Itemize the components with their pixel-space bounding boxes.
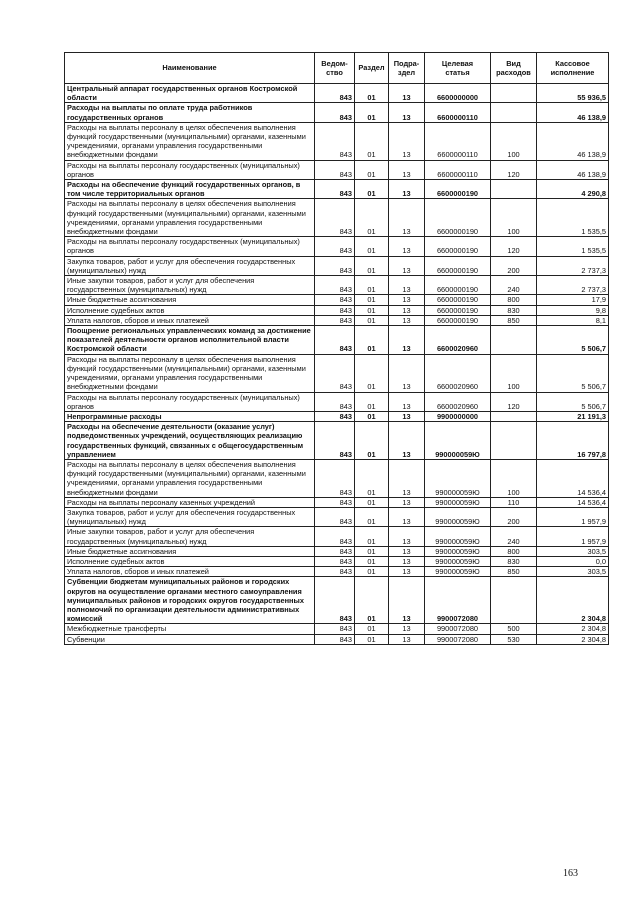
- row-amount-cell: 16 797,8: [537, 422, 609, 460]
- row-name-cell: Расходы на выплаты персоналу государственных (муниципальных) органов: [65, 237, 315, 256]
- row-subsection-cell: 13: [389, 459, 425, 497]
- row-expense-cell: 830: [491, 305, 537, 315]
- row-target-cell: 990000059Ю: [425, 459, 491, 497]
- row-name-cell: Уплата налогов, сборов и иных платежей: [65, 315, 315, 325]
- row-name-cell: Расходы на обеспечение функций государственных органов, в том числе территориальных органов: [65, 180, 315, 199]
- row-section-cell: 01: [355, 199, 389, 237]
- row-amount-cell: 1 535,5: [537, 199, 609, 237]
- row-dept-cell: 843: [315, 237, 355, 256]
- row-amount-cell: 1 957,9: [537, 527, 609, 546]
- row-subsection-cell: 13: [389, 546, 425, 556]
- row-amount-cell: 21 191,3: [537, 411, 609, 421]
- row-subsection-cell: 13: [389, 84, 425, 103]
- header-amount: Кассовое исполнение: [537, 53, 609, 84]
- row-amount-cell: 9,8: [537, 305, 609, 315]
- row-name-cell: Расходы на выплаты персоналу в целях обеспечения выполнения функций государственными (муниципальными) органами, казенными учреждениями, органами управления государственными внебюджетными фондами: [65, 354, 315, 392]
- row-target-cell: 990000059Ю: [425, 567, 491, 577]
- row-dept-cell: 843: [315, 577, 355, 624]
- row-section-cell: 01: [355, 577, 389, 624]
- row-dept-cell: 843: [315, 634, 355, 644]
- row-expense-cell: 800: [491, 295, 537, 305]
- row-section-cell: 01: [355, 497, 389, 507]
- row-amount-cell: 2 737,3: [537, 256, 609, 275]
- row-section-cell: 01: [355, 546, 389, 556]
- row-subsection-cell: 13: [389, 507, 425, 526]
- header-expense: Вид расходов: [491, 53, 537, 84]
- row-amount-cell: 5 506,7: [537, 392, 609, 411]
- row-target-cell: 9900000000: [425, 411, 491, 421]
- row-subsection-cell: 13: [389, 411, 425, 421]
- row-dept-cell: 843: [315, 459, 355, 497]
- row-dept-cell: 843: [315, 199, 355, 237]
- row-subsection-cell: 13: [389, 315, 425, 325]
- table-row: [65, 354, 609, 392]
- row-subsection-cell: 13: [389, 527, 425, 546]
- row-expense-cell: [491, 411, 537, 421]
- row-expense-cell: [491, 84, 537, 103]
- row-expense-cell: 850: [491, 567, 537, 577]
- row-target-cell: 6600000190: [425, 199, 491, 237]
- header-section: Раздел: [355, 53, 389, 84]
- row-section-cell: 01: [355, 354, 389, 392]
- row-dept-cell: 843: [315, 256, 355, 275]
- table-row: [65, 315, 609, 325]
- row-dept-cell: 843: [315, 546, 355, 556]
- row-amount-cell: 46 138,9: [537, 122, 609, 160]
- row-target-cell: 6600020960: [425, 392, 491, 411]
- row-expense-cell: 120: [491, 237, 537, 256]
- row-dept-cell: 843: [315, 84, 355, 103]
- row-dept-cell: 843: [315, 392, 355, 411]
- row-dept-cell: 843: [315, 527, 355, 546]
- row-target-cell: 6600000110: [425, 103, 491, 122]
- row-target-cell: 990000059Ю: [425, 527, 491, 546]
- row-section-cell: 01: [355, 624, 389, 634]
- row-amount-cell: 303,5: [537, 546, 609, 556]
- row-target-cell: 6600000190: [425, 276, 491, 295]
- row-section-cell: 01: [355, 276, 389, 295]
- row-dept-cell: 843: [315, 315, 355, 325]
- row-amount-cell: 2 737,3: [537, 276, 609, 295]
- row-name-cell: Расходы на выплаты персоналу в целях обеспечения выполнения функций государственными (муниципальными) органами, казенными учреждениями, органами управления государственными внебюджетными фондами: [65, 459, 315, 497]
- row-target-cell: 6600000000: [425, 84, 491, 103]
- table-row: [65, 546, 609, 556]
- row-subsection-cell: 13: [389, 497, 425, 507]
- table-row: [65, 305, 609, 315]
- table-row: [65, 199, 609, 237]
- row-name-cell: Непрограммные расходы: [65, 411, 315, 421]
- row-subsection-cell: 13: [389, 122, 425, 160]
- row-section-cell: 01: [355, 122, 389, 160]
- table-row: [65, 422, 609, 460]
- row-name-cell: Расходы на выплаты персоналу в целях обеспечения выполнения функций государственными (муниципальными) органами, казенными учреждениями, органами управления государственными внебюджетными фондами: [65, 199, 315, 237]
- row-subsection-cell: 13: [389, 199, 425, 237]
- table-row: [65, 567, 609, 577]
- row-amount-cell: 14 536,4: [537, 459, 609, 497]
- row-dept-cell: 843: [315, 122, 355, 160]
- row-section-cell: 01: [355, 567, 389, 577]
- row-name-cell: Субвенции бюджетам муниципальных районов и городских округов на осуществление органами местного самоуправления муниципальных районов и городских округов государственных полномочий по организации деятельности административных комиссий: [65, 577, 315, 624]
- row-name-cell: Поощрение региональных управленческих команд за достижение показателей деятельности органов исполнительной власти Костромской области: [65, 326, 315, 355]
- row-section-cell: 01: [355, 180, 389, 199]
- row-subsection-cell: 13: [389, 392, 425, 411]
- row-subsection-cell: 13: [389, 624, 425, 634]
- row-section-cell: 01: [355, 315, 389, 325]
- row-target-cell: 990000059Ю: [425, 556, 491, 566]
- budget-sheet: [64, 52, 608, 645]
- row-amount-cell: 14 536,4: [537, 497, 609, 507]
- table-row: [65, 237, 609, 256]
- row-expense-cell: 100: [491, 199, 537, 237]
- row-target-cell: 6600000110: [425, 122, 491, 160]
- row-name-cell: Расходы на выплаты персоналу государственных (муниципальных) органов: [65, 392, 315, 411]
- row-name-cell: Субвенции: [65, 634, 315, 644]
- table-row: [65, 160, 609, 179]
- row-dept-cell: 843: [315, 276, 355, 295]
- row-amount-cell: 8,1: [537, 315, 609, 325]
- row-expense-cell: 120: [491, 392, 537, 411]
- table-row: [65, 392, 609, 411]
- row-target-cell: 6600020960: [425, 326, 491, 355]
- row-target-cell: 9900072080: [425, 634, 491, 644]
- row-subsection-cell: 13: [389, 577, 425, 624]
- row-subsection-cell: 13: [389, 354, 425, 392]
- row-amount-cell: 17,9: [537, 295, 609, 305]
- row-name-cell: Расходы на обеспечение деятельности (оказание услуг) подведомственных учреждений, осуществляющих реализацию государственных функций, связанных с общегосударственным управлением: [65, 422, 315, 460]
- row-expense-cell: 100: [491, 354, 537, 392]
- table-row: [65, 84, 609, 103]
- table-row: [65, 624, 609, 634]
- row-expense-cell: 200: [491, 507, 537, 526]
- row-dept-cell: 843: [315, 160, 355, 179]
- row-name-cell: Расходы на выплаты персоналу государственных (муниципальных) органов: [65, 160, 315, 179]
- row-section-cell: 01: [355, 326, 389, 355]
- row-section-cell: 01: [355, 459, 389, 497]
- row-section-cell: 01: [355, 411, 389, 421]
- row-section-cell: 01: [355, 634, 389, 644]
- table-row: [65, 103, 609, 122]
- row-subsection-cell: 13: [389, 326, 425, 355]
- row-amount-cell: 5 506,7: [537, 354, 609, 392]
- row-amount-cell: 303,5: [537, 567, 609, 577]
- row-expense-cell: [491, 180, 537, 199]
- row-target-cell: 6600000190: [425, 295, 491, 305]
- row-subsection-cell: 13: [389, 422, 425, 460]
- row-subsection-cell: 13: [389, 103, 425, 122]
- row-subsection-cell: 13: [389, 295, 425, 305]
- table-row: [65, 122, 609, 160]
- budget-table: [64, 52, 609, 645]
- row-expense-cell: 120: [491, 160, 537, 179]
- row-target-cell: 990000059Ю: [425, 507, 491, 526]
- row-amount-cell: 55 936,5: [537, 84, 609, 103]
- table-row: [65, 577, 609, 624]
- table-row: [65, 497, 609, 507]
- row-section-cell: 01: [355, 84, 389, 103]
- row-amount-cell: 46 138,9: [537, 160, 609, 179]
- header-dept: Ведом- ство: [315, 53, 355, 84]
- row-section-cell: 01: [355, 295, 389, 305]
- table-row: [65, 527, 609, 546]
- row-section-cell: 01: [355, 305, 389, 315]
- row-dept-cell: 843: [315, 180, 355, 199]
- table-row: [65, 256, 609, 275]
- row-subsection-cell: 13: [389, 180, 425, 199]
- table-row: [65, 634, 609, 644]
- row-section-cell: 01: [355, 160, 389, 179]
- header-subsection: Подра- здел: [389, 53, 425, 84]
- header-target: Целевая статья: [425, 53, 491, 84]
- page-number: 163: [563, 868, 578, 879]
- table-row: [65, 507, 609, 526]
- row-dept-cell: 843: [315, 326, 355, 355]
- row-name-cell: Исполнение судебных актов: [65, 556, 315, 566]
- row-target-cell: 990000059Ю: [425, 422, 491, 460]
- row-expense-cell: 100: [491, 459, 537, 497]
- row-expense-cell: 530: [491, 634, 537, 644]
- row-dept-cell: 843: [315, 507, 355, 526]
- row-name-cell: Иные бюджетные ассигнования: [65, 295, 315, 305]
- header-name: Наименование: [65, 53, 315, 84]
- row-dept-cell: 843: [315, 422, 355, 460]
- row-name-cell: Уплата налогов, сборов и иных платежей: [65, 567, 315, 577]
- row-target-cell: 990000059Ю: [425, 497, 491, 507]
- row-subsection-cell: 13: [389, 237, 425, 256]
- row-dept-cell: 843: [315, 497, 355, 507]
- table-row: [65, 295, 609, 305]
- row-target-cell: 6600000110: [425, 160, 491, 179]
- table-row: [65, 326, 609, 355]
- row-section-cell: 01: [355, 103, 389, 122]
- row-dept-cell: 843: [315, 567, 355, 577]
- row-dept-cell: 843: [315, 411, 355, 421]
- row-section-cell: 01: [355, 507, 389, 526]
- row-amount-cell: 1 957,9: [537, 507, 609, 526]
- row-expense-cell: 830: [491, 556, 537, 566]
- table-body: [65, 84, 609, 645]
- row-expense-cell: 200: [491, 256, 537, 275]
- row-dept-cell: 843: [315, 354, 355, 392]
- row-name-cell: Иные закупки товаров, работ и услуг для обеспечения государственных (муниципальных) нужд: [65, 276, 315, 295]
- row-section-cell: 01: [355, 256, 389, 275]
- row-amount-cell: 5 506,7: [537, 326, 609, 355]
- row-subsection-cell: 13: [389, 567, 425, 577]
- row-section-cell: 01: [355, 392, 389, 411]
- row-section-cell: 01: [355, 237, 389, 256]
- row-expense-cell: [491, 422, 537, 460]
- row-expense-cell: [491, 577, 537, 624]
- row-amount-cell: 4 290,8: [537, 180, 609, 199]
- row-subsection-cell: 13: [389, 276, 425, 295]
- row-target-cell: 6600000190: [425, 256, 491, 275]
- row-subsection-cell: 13: [389, 634, 425, 644]
- row-amount-cell: 2 304,8: [537, 624, 609, 634]
- row-name-cell: Исполнение судебных актов: [65, 305, 315, 315]
- row-expense-cell: 100: [491, 122, 537, 160]
- row-name-cell: Закупка товаров, работ и услуг для обеспечения государственных (муниципальных) нужд: [65, 256, 315, 275]
- row-target-cell: 6600000190: [425, 305, 491, 315]
- row-name-cell: Межбюджетные трансферты: [65, 624, 315, 634]
- table-row: [65, 459, 609, 497]
- row-amount-cell: 2 304,8: [537, 577, 609, 624]
- row-dept-cell: 843: [315, 295, 355, 305]
- row-dept-cell: 843: [315, 556, 355, 566]
- row-section-cell: 01: [355, 527, 389, 546]
- row-subsection-cell: 13: [389, 556, 425, 566]
- row-expense-cell: [491, 103, 537, 122]
- row-dept-cell: 843: [315, 624, 355, 634]
- table-row: [65, 180, 609, 199]
- row-target-cell: 6600000190: [425, 315, 491, 325]
- row-amount-cell: 1 535,5: [537, 237, 609, 256]
- row-name-cell: Расходы на выплаты персоналу в целях обеспечения выполнения функций государственными (муниципальными) органами, казенными учреждениями, органами управления государственными внебюджетными фондами: [65, 122, 315, 160]
- row-expense-cell: [491, 326, 537, 355]
- row-expense-cell: 240: [491, 276, 537, 295]
- row-expense-cell: 240: [491, 527, 537, 546]
- row-section-cell: 01: [355, 422, 389, 460]
- row-dept-cell: 843: [315, 103, 355, 122]
- row-name-cell: Закупка товаров, работ и услуг для обеспечения государственных (муниципальных) нужд: [65, 507, 315, 526]
- row-amount-cell: 0,0: [537, 556, 609, 566]
- table-row: [65, 556, 609, 566]
- row-target-cell: 6600000190: [425, 180, 491, 199]
- row-subsection-cell: 13: [389, 305, 425, 315]
- row-name-cell: Иные бюджетные ассигнования: [65, 546, 315, 556]
- row-dept-cell: 843: [315, 305, 355, 315]
- row-expense-cell: 800: [491, 546, 537, 556]
- row-subsection-cell: 13: [389, 256, 425, 275]
- table-row: [65, 411, 609, 421]
- row-target-cell: 9900072080: [425, 577, 491, 624]
- header-row: [65, 53, 609, 84]
- row-expense-cell: 110: [491, 497, 537, 507]
- row-name-cell: Центральный аппарат государственных органов Костромской области: [65, 84, 315, 103]
- row-expense-cell: 500: [491, 624, 537, 634]
- row-target-cell: 990000059Ю: [425, 546, 491, 556]
- row-target-cell: 9900072080: [425, 624, 491, 634]
- row-name-cell: Расходы на выплаты по оплате труда работников государственных органов: [65, 103, 315, 122]
- row-name-cell: Расходы на выплаты персоналу казенных учреждений: [65, 497, 315, 507]
- row-subsection-cell: 13: [389, 160, 425, 179]
- table-row: [65, 276, 609, 295]
- row-amount-cell: 2 304,8: [537, 634, 609, 644]
- row-target-cell: 6600020960: [425, 354, 491, 392]
- row-expense-cell: 850: [491, 315, 537, 325]
- row-amount-cell: 46 138,9: [537, 103, 609, 122]
- row-name-cell: Иные закупки товаров, работ и услуг для обеспечения государственных (муниципальных) нужд: [65, 527, 315, 546]
- row-section-cell: 01: [355, 556, 389, 566]
- row-target-cell: 6600000190: [425, 237, 491, 256]
